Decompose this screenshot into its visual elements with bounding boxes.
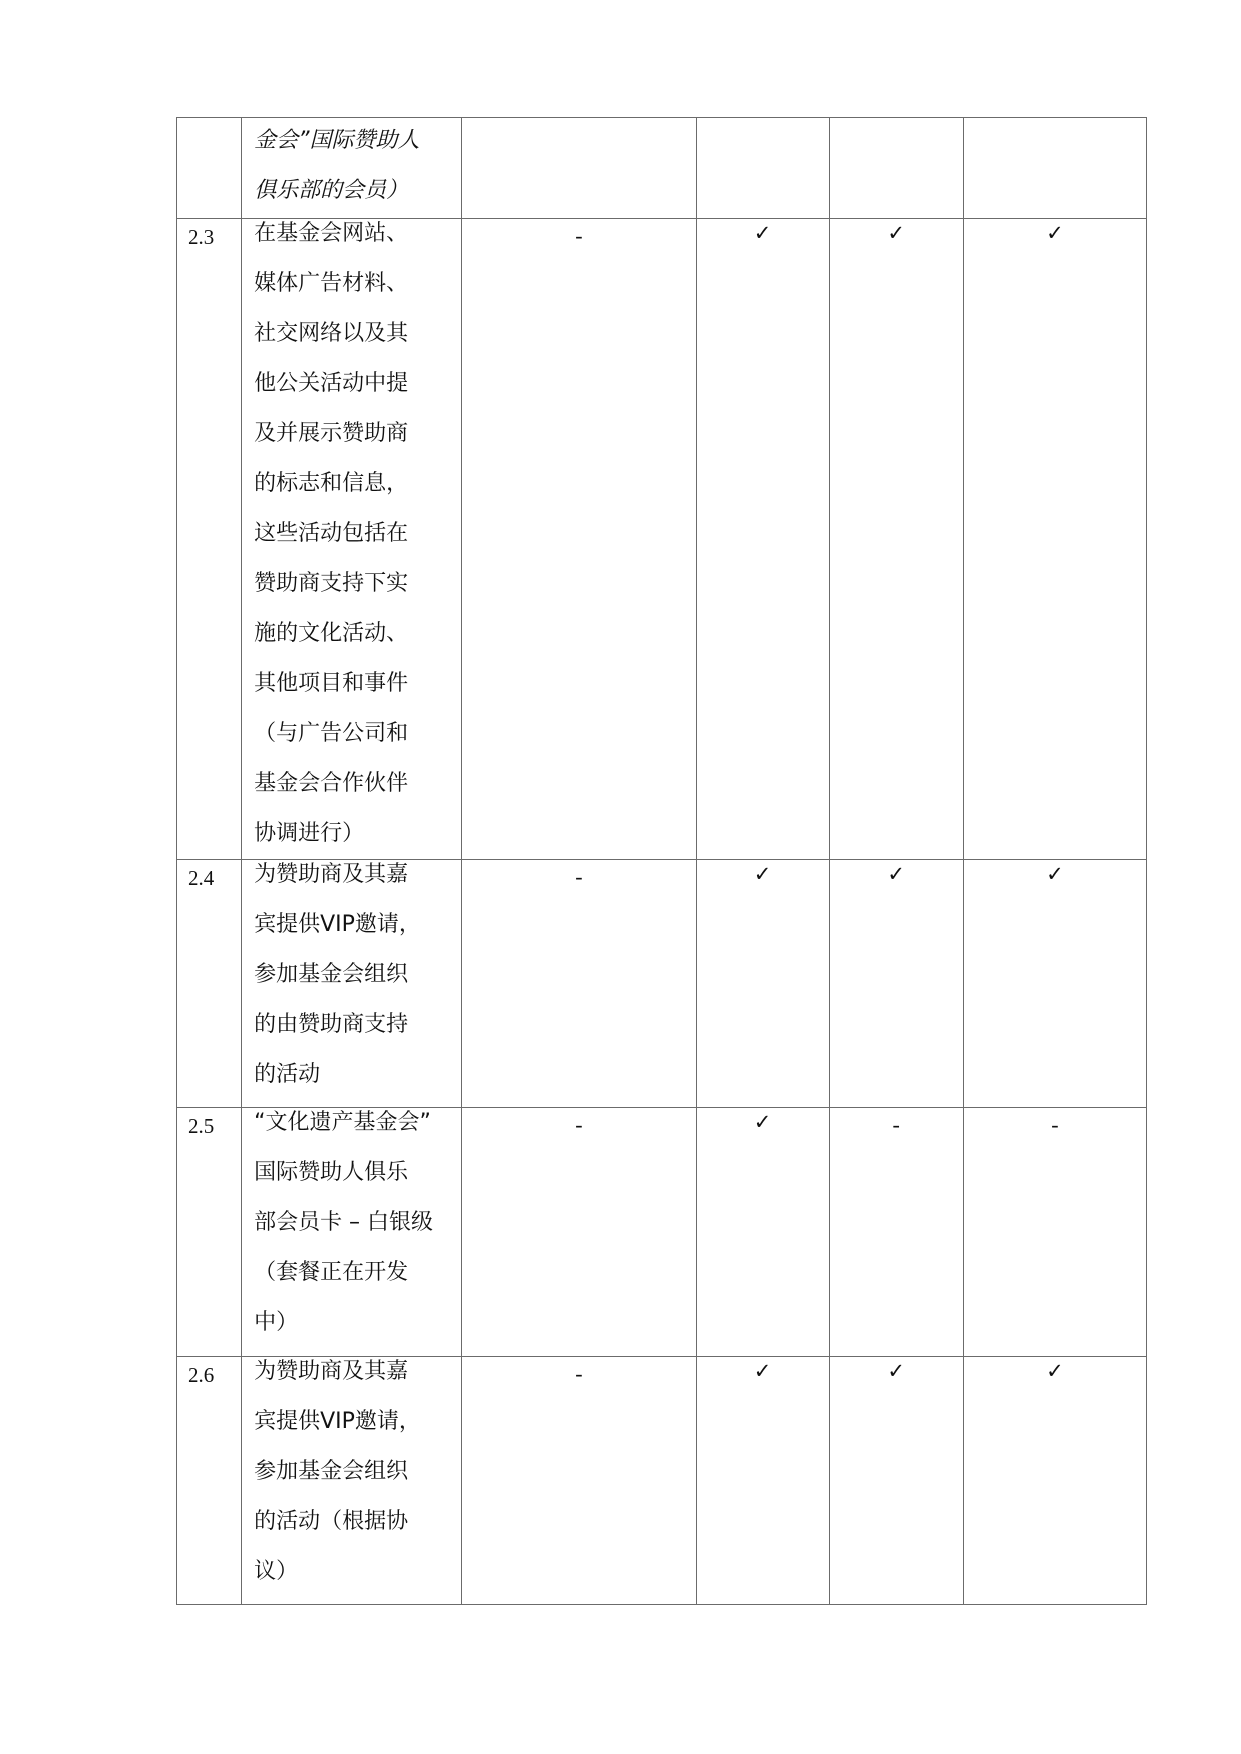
tier-cell: - [963, 1108, 1146, 1357]
item-number-cell [177, 118, 242, 219]
item-number-cell: 2.5 [177, 1108, 242, 1357]
check-icon: ✓ [753, 1110, 772, 1134]
tier-cell: - [462, 860, 696, 1108]
table-row [177, 118, 1147, 219]
tier-cell [829, 1357, 963, 1605]
table-row [177, 860, 1147, 1108]
check-icon: ✓ [1046, 862, 1064, 886]
description-cell: 在基金会网站、 媒体广告材料、 社交网络以及其 他公关活动中提 及并展示赞助商 的标志和信息， 这些活动包括在 赞助商支持下实 施的文化活动、 其他项目和事件 （与广告公司和 基金会合作伙伴 协调进行） [242, 219, 462, 860]
description-cell: 为赞助商及其嘉 宾提供VIP邀请， 参加基金会组织 的由赞助商支持 的活动 [242, 860, 462, 1108]
table-row [177, 1357, 1147, 1605]
table-row [177, 219, 1147, 860]
check-icon: ✓ [753, 221, 772, 245]
check-icon: ✓ [1046, 221, 1064, 245]
tier-cell [696, 860, 829, 1108]
tier-cell [963, 118, 1146, 219]
tier-cell [829, 118, 963, 219]
benefits-table [176, 117, 1147, 1605]
tier-cell [829, 860, 963, 1108]
tier-cell [829, 219, 963, 860]
tier-cell [963, 1357, 1146, 1605]
item-number-cell: 2.3 [177, 219, 242, 860]
tier-cell [963, 219, 1146, 860]
tier-cell [696, 219, 829, 860]
check-icon: ✓ [753, 862, 772, 886]
tier-cell [696, 1108, 829, 1357]
description-cell: 为赞助商及其嘉 宾提供VIP邀请， 参加基金会组织 的活动（根据协 议） [242, 1357, 462, 1605]
tier-cell: - [829, 1108, 963, 1357]
check-icon: ✓ [887, 221, 905, 245]
check-icon: ✓ [1046, 1359, 1064, 1383]
tier-cell [963, 860, 1146, 1108]
item-number-cell: 2.4 [177, 860, 242, 1108]
tier-cell: - [462, 219, 696, 860]
check-icon: ✓ [887, 1359, 905, 1383]
tier-cell: - [462, 1108, 696, 1357]
tier-cell [462, 118, 696, 219]
tier-cell: - [462, 1357, 696, 1605]
description-cell: “文化遗产基金会” 国际赞助人俱乐 部会员卡 – 白银级 （套餐正在开发 中） [242, 1108, 462, 1357]
check-icon: ✓ [887, 862, 905, 886]
tier-cell [696, 1357, 829, 1605]
description-cell: 金会”国际赞助人 俱乐部的会员） [242, 118, 462, 219]
table-row [177, 1108, 1147, 1357]
item-number-cell: 2.6 [177, 1357, 242, 1605]
tier-cell [696, 118, 829, 219]
check-icon: ✓ [753, 1359, 772, 1383]
